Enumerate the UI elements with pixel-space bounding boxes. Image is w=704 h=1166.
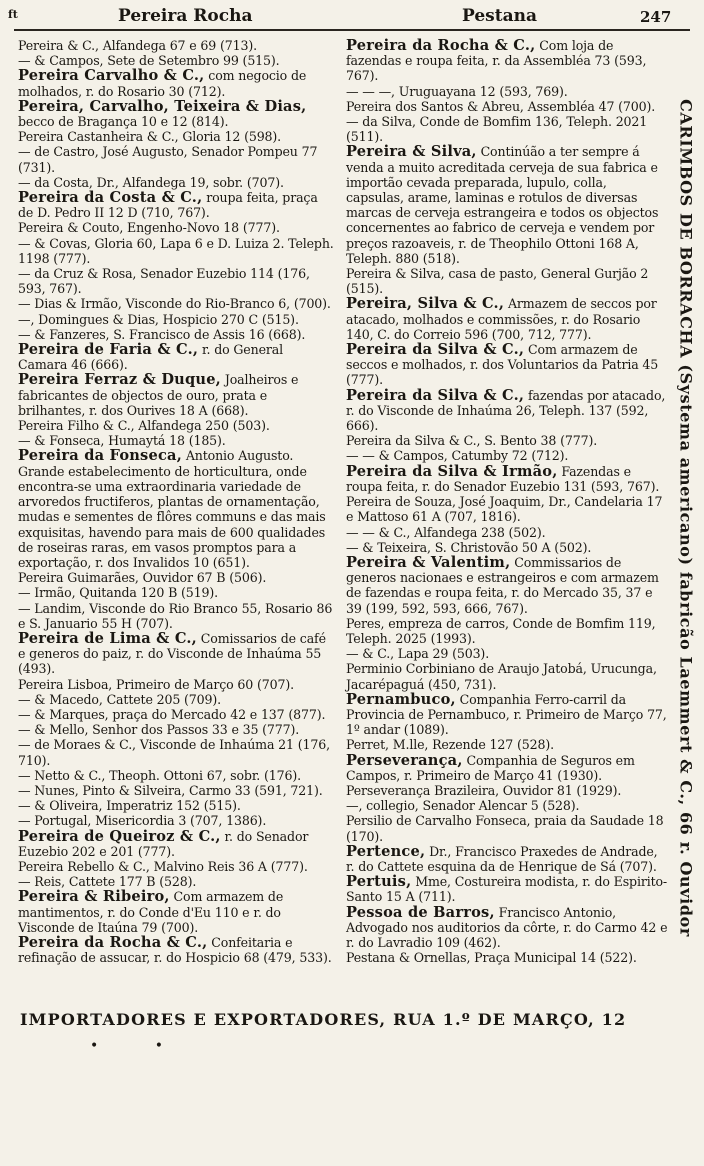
directory-entry bbox=[346, 950, 668, 965]
entry-text: r. do General Camara 46 (666). bbox=[18, 342, 283, 373]
entry-text: Dr., Francisco Praxedes de Andrade, r. do Cattete esquina da de Henrique de Sá (707). bbox=[346, 843, 658, 874]
left-column bbox=[18, 38, 336, 965]
entry-text: Perret, M.lle, Rezende 127 (528). bbox=[346, 737, 554, 753]
directory-entry bbox=[18, 677, 336, 692]
entry-text: Com armazem de seccos e molhados, r. dos Voluntarios da Patria 45 (777). bbox=[346, 342, 659, 388]
entry-text: Continúão a ter sempre á venda a muito acreditada cerveja de sua fabrica e importão cevada preparada, lupulo, colla, capsulas, arame, laminas e rotulos de diversas marcas de cerveja estrangeira e todos os objectos concernentes ao fabrico de cerveja e vendem por preços razoaveis, r. de Theophilo Ottoni 168 A, Teleph. 880 (518). bbox=[346, 144, 659, 266]
directory-entry bbox=[346, 813, 668, 843]
directory-entry bbox=[346, 905, 668, 951]
entry-text: Fazendas e roupa feita, r. do Senador Euzebio 131 (593, 767). bbox=[346, 463, 660, 494]
directory-entry bbox=[18, 312, 336, 327]
entry-name: Pernambuco, bbox=[346, 690, 456, 708]
entry-name: Pereira & Valentim, bbox=[346, 553, 511, 571]
entry-text: com negocio de molhados, r. do Rosario 30 (712). bbox=[18, 68, 307, 99]
entry-text: Commissarios de generos nacionaes e estrangeiros e com armazem de fazendas e roupa feita, r. do Mercado 35, 37 e 39 (199, 592, 593, 666, 767). bbox=[346, 554, 659, 616]
entry-text: — Irmão, Quitanda 120 B (519). bbox=[18, 585, 219, 601]
entry-name: Pereira de Lima & C., bbox=[18, 629, 197, 647]
entry-text: — Netto & C., Theoph. Ottoni 67, sobr. (176). bbox=[18, 767, 301, 783]
entry-text: Francisco Antonio, Advogado nos auditorios da côrte, r. do Carmo 42 e r. do Lavradio 109 (462). bbox=[346, 904, 668, 950]
directory-entry bbox=[18, 570, 336, 585]
directory-entry bbox=[346, 540, 668, 555]
directory-entry bbox=[346, 266, 668, 296]
directory-entry bbox=[18, 433, 336, 448]
entry-text: — da Costa, Dr., Alfandega 19, sobr. (707). bbox=[18, 174, 284, 190]
entry-text: — da Silva, Conde de Bomfim 136, Teleph. 2021 (511). bbox=[346, 114, 648, 145]
directory-entry bbox=[18, 53, 336, 68]
directory-entry bbox=[18, 707, 336, 722]
directory-entry bbox=[18, 722, 336, 737]
entry-name: Perseverança, bbox=[346, 751, 463, 769]
entry-text: — & Fanzeres, S. Francisco de Assis 16 (668). bbox=[18, 326, 306, 342]
entry-text: — & Macedo, Cattete 205 (709). bbox=[18, 691, 222, 707]
directory-entry bbox=[18, 889, 336, 935]
entry-name: Pereira da Silva & Irmão, bbox=[346, 462, 558, 480]
entry-text: Pereira da Silva & C., S. Bento 38 (777). bbox=[346, 433, 598, 449]
directory-entry bbox=[18, 783, 336, 798]
entry-text: — & C., Lapa 29 (503). bbox=[346, 646, 490, 662]
directory-entry bbox=[346, 525, 668, 540]
entry-text: — — & C., Alfandega 238 (502). bbox=[346, 524, 546, 540]
directory-entry bbox=[18, 935, 336, 965]
entry-text: — Nunes, Pinto & Silveira, Carmo 33 (591, 721). bbox=[18, 782, 323, 798]
directory-entry bbox=[18, 631, 336, 677]
entry-name: Pereira da Fonseca, bbox=[18, 447, 182, 465]
directory-entry bbox=[18, 38, 336, 53]
directory-entry bbox=[346, 448, 668, 463]
directory-entry bbox=[346, 296, 668, 342]
right-column bbox=[346, 38, 668, 965]
directory-entry bbox=[18, 129, 336, 144]
directory-entry bbox=[18, 220, 336, 235]
entry-text: — & Teixeira, S. Christovão 50 A (502). bbox=[346, 539, 592, 555]
directory-entry bbox=[18, 874, 336, 889]
directory-entry bbox=[18, 418, 336, 433]
entry-text: Pereira Lisboa, Primeiro de Março 60 (707). bbox=[18, 676, 294, 692]
directory-entry bbox=[346, 144, 668, 266]
directory-entry bbox=[18, 144, 336, 174]
entry-name: Pereira, Carvalho, Teixeira & Dias, bbox=[18, 97, 307, 115]
entry-name: Pereira de Queiroz & C., bbox=[18, 827, 221, 845]
entry-text: r. do Senador Euzebio 202 e 201 (777). bbox=[18, 828, 309, 859]
entry-text: Pestana & Ornellas, Praça Municipal 14 (522). bbox=[346, 950, 637, 966]
entry-text: — de Moraes & C., Visconde de Inhaúma 21 (176, 710). bbox=[18, 737, 330, 768]
header-right-title: Pestana bbox=[462, 6, 537, 26]
directory-entry bbox=[346, 114, 668, 144]
directory-entry bbox=[18, 692, 336, 707]
directory-entry bbox=[18, 768, 336, 783]
directory-entry bbox=[18, 585, 336, 600]
entry-text: Pereira Rebello & C., Malvino Reis 36 A (777). bbox=[18, 858, 308, 874]
directory-entry bbox=[346, 783, 668, 798]
entry-text: — Reis, Cattete 177 B (528). bbox=[18, 874, 197, 890]
directory-entry bbox=[346, 798, 668, 813]
entry-text: Joalheiros e fabricantes de objectos de ouro, prata e brilhantes, r. dos Ourives 18 A (668). bbox=[18, 372, 299, 418]
entry-text: — Landim, Visconde do Rio Branco 55, Rosario 86 e S. Januario 55 H (707). bbox=[18, 600, 333, 631]
entry-text: Com armazem de mantimentos, r. do Conde d'Eu 110 e r. do Visconde de Itaúna 79 (700). bbox=[18, 889, 284, 935]
entry-name: Pereira da Costa & C., bbox=[18, 189, 203, 207]
directory-entry bbox=[346, 646, 668, 661]
entry-name: Pereira & Silva, bbox=[346, 143, 477, 161]
entry-text: Confeitaria e refinação de assucar, r. do Hospicio 68 (479, 533). bbox=[18, 934, 332, 966]
entry-text: Pereira Filho & C., Alfandega 250 (503). bbox=[18, 418, 270, 434]
entry-name: Pessoa de Barros, bbox=[346, 903, 495, 921]
side-banner bbox=[668, 30, 704, 1005]
entry-text: —, collegio, Senador Alencar 5 (528). bbox=[346, 798, 580, 814]
entry-text: becco de Bragança 10 e 12 (814). bbox=[18, 114, 229, 130]
entry-name: Pereira da Silva & C., bbox=[346, 341, 525, 359]
entry-text: Companhia de Seguros em Campos, r. Primeiro de Março 41 (1930). bbox=[346, 752, 635, 783]
entry-text: Antonio Augusto. Grande estabelecimento de horticultura, onde encontra-se uma extraordinaria variedade de arvoredos fructiferos, plantas de ornamentação, mudas e sementes de flôres communs e das mais exquisitas, havendo para mais de 600 qualidades de roseiras raras, em vasos promptos para a exportação, r. dos Invalidos 10 (651). bbox=[18, 448, 326, 570]
entry-text: Pereira dos Santos & Abreu, Assembléa 47 (700). bbox=[346, 98, 656, 114]
directory-entry bbox=[18, 68, 336, 98]
directory-entry bbox=[346, 84, 668, 99]
header-left-title: Pereira Rocha bbox=[118, 6, 253, 26]
entry-text: fazendas por atacado, r. do Visconde de Inhaúma 26, Teleph. 137 (592, 666). bbox=[346, 387, 666, 434]
entry-name: Pereira Carvalho & C., bbox=[18, 67, 205, 85]
footer-banner: IMPORTADORES E EXPORTADORES, RUA 1.º DE MARÇO, 12 bbox=[20, 1010, 627, 1029]
directory-entry bbox=[18, 327, 336, 342]
directory-entry bbox=[18, 296, 336, 311]
entry-text: — & Campos, Sete de Setembro 99 (515). bbox=[18, 53, 280, 69]
directory-entry bbox=[346, 737, 668, 752]
directory-entry bbox=[346, 388, 668, 434]
entry-text: — & Marques, praça do Mercado 42 e 137 (877). bbox=[18, 706, 326, 722]
entry-text: Pereira Guimarães, Ouvidor 67 B (506). bbox=[18, 570, 267, 586]
directory-entry bbox=[346, 433, 668, 448]
entry-text: — da Cruz & Rosa, Senador Euzebio 114 (176, 593, 767). bbox=[18, 266, 310, 297]
page-number: 247 bbox=[640, 8, 672, 26]
directory-entry bbox=[18, 859, 336, 874]
entry-text: — Dias & Irmão, Visconde do Rio-Branco 6, (700). bbox=[18, 296, 331, 312]
entry-text: — Portugal, Misericordia 3 (707, 1386). bbox=[18, 813, 267, 829]
entry-text: Com loja de fazendas e roupa feita, r. da Assembléa 73 (593, 767). bbox=[346, 38, 647, 84]
entry-text: Perminio Corbiniano de Araujo Jatobá, Urucunga, Jacarépaguá (450, 731). bbox=[346, 661, 657, 692]
directory-entry bbox=[346, 844, 668, 874]
entry-name: Pertence, bbox=[346, 842, 426, 860]
entry-text: Comissarios de café e generos do paiz, r. do Visconde de Inhaúma 55 (493). bbox=[18, 630, 326, 677]
header-mark: ft bbox=[8, 8, 18, 21]
entry-text: Pereira & Couto, Engenho-Novo 18 (777). bbox=[18, 220, 280, 236]
directory-entry bbox=[18, 266, 336, 296]
entry-text: Pereira de Souza, José Joaquim, Dr., Candelaria 17 e Mattoso 61 A (707, 1816). bbox=[346, 494, 663, 525]
directory-entry bbox=[346, 616, 668, 646]
side-banner-text: CARIMBOS DE BORRACHA (Systema americano) fabricão Laemmert & C., 66 r. Ouvidor bbox=[676, 98, 696, 937]
entry-name: Pereira Ferraz & Duque, bbox=[18, 371, 221, 389]
entry-text: — & Oliveira, Imperatriz 152 (515). bbox=[18, 798, 241, 814]
directory-entry bbox=[346, 38, 668, 84]
directory-entry bbox=[18, 813, 336, 828]
directory-entry bbox=[346, 494, 668, 524]
entry-text: — & Fonseca, Humaytá 18 (185). bbox=[18, 433, 226, 449]
entry-text: — — & Campos, Catumby 72 (712). bbox=[346, 448, 569, 464]
entry-name: Pereira & Ribeiro, bbox=[18, 888, 170, 906]
directory-entry bbox=[18, 175, 336, 190]
entry-text: Pereira & C., Alfandega 67 e 69 (713). bbox=[18, 38, 257, 53]
entry-text: Mme, Costureira modista, r. do Espirito-Santo 15 A (711). bbox=[346, 874, 668, 905]
entry-name: Pereira, Silva & C., bbox=[346, 295, 505, 313]
directory-entry bbox=[18, 236, 336, 266]
entry-text: —, Domingues & Dias, Hospicio 270 C (515). bbox=[18, 311, 299, 327]
directory-entry bbox=[18, 190, 336, 220]
entry-text: Pereira & Silva, casa de pasto, General Gurjão 2 (515). bbox=[346, 266, 649, 297]
directory-entry bbox=[346, 753, 668, 783]
entry-name: Pereira da Silva & C., bbox=[346, 386, 525, 404]
entry-text: Persilio de Carvalho Fonseca, praia da Saudade 18 (170). bbox=[346, 813, 664, 844]
entry-text: — — —, Uruguayana 12 (593, 769). bbox=[346, 83, 568, 99]
directory-entry bbox=[18, 342, 336, 372]
bottom-marks: • • bbox=[90, 1038, 189, 1054]
entry-name: Pereira de Faria & C., bbox=[18, 341, 199, 359]
entry-text: roupa feita, praça de D. Pedro II 12 D (710, 767). bbox=[18, 190, 318, 221]
directory-entry bbox=[18, 829, 336, 859]
directory-entry bbox=[18, 372, 336, 418]
directory-entry bbox=[346, 99, 668, 114]
entry-name: Pertuis, bbox=[346, 873, 412, 891]
directory-entry bbox=[346, 342, 668, 388]
directory-entry bbox=[346, 661, 668, 691]
directory-entry bbox=[18, 448, 336, 570]
header-rule bbox=[14, 29, 690, 31]
directory-entry bbox=[346, 874, 668, 904]
entry-text: Perseverança Brazileira, Ouvidor 81 (1929). bbox=[346, 782, 622, 798]
directory-entry bbox=[18, 798, 336, 813]
directory-entry bbox=[346, 464, 668, 494]
entry-text: Pereira Castanheira & C., Gloria 12 (598). bbox=[18, 129, 282, 145]
directory-entry bbox=[346, 555, 668, 616]
directory-entry bbox=[18, 737, 336, 767]
entry-text: — & Mello, Senhor dos Passos 33 e 35 (777). bbox=[18, 722, 300, 738]
entry-name: Pereira da Rocha & C., bbox=[18, 933, 208, 951]
entry-text: Armazem de seccos por atacado, molhados e commissões, r. do Rosario 140, C. do Correio 596 (700, 712, 777). bbox=[346, 296, 657, 342]
entry-text: Companhia Ferro-carril da Provincia de Pernambuco, r. Primeiro de Março 77, 1º andar (1089). bbox=[346, 691, 667, 738]
entry-text: Peres, empreza de carros, Conde de Bomfim 119, Teleph. 2025 (1993). bbox=[346, 615, 656, 646]
entry-text: — & Covas, Gloria 60, Lapa 6 e D. Luiza 2. Teleph. 1198 (777). bbox=[18, 235, 334, 266]
entry-text: — de Castro, José Augusto, Senador Pompeu 77 (731). bbox=[18, 144, 318, 175]
directory-entry bbox=[18, 99, 336, 129]
directory-entry bbox=[18, 601, 336, 631]
entry-name: Pereira da Rocha & C., bbox=[346, 37, 536, 54]
directory-entry bbox=[346, 692, 668, 738]
